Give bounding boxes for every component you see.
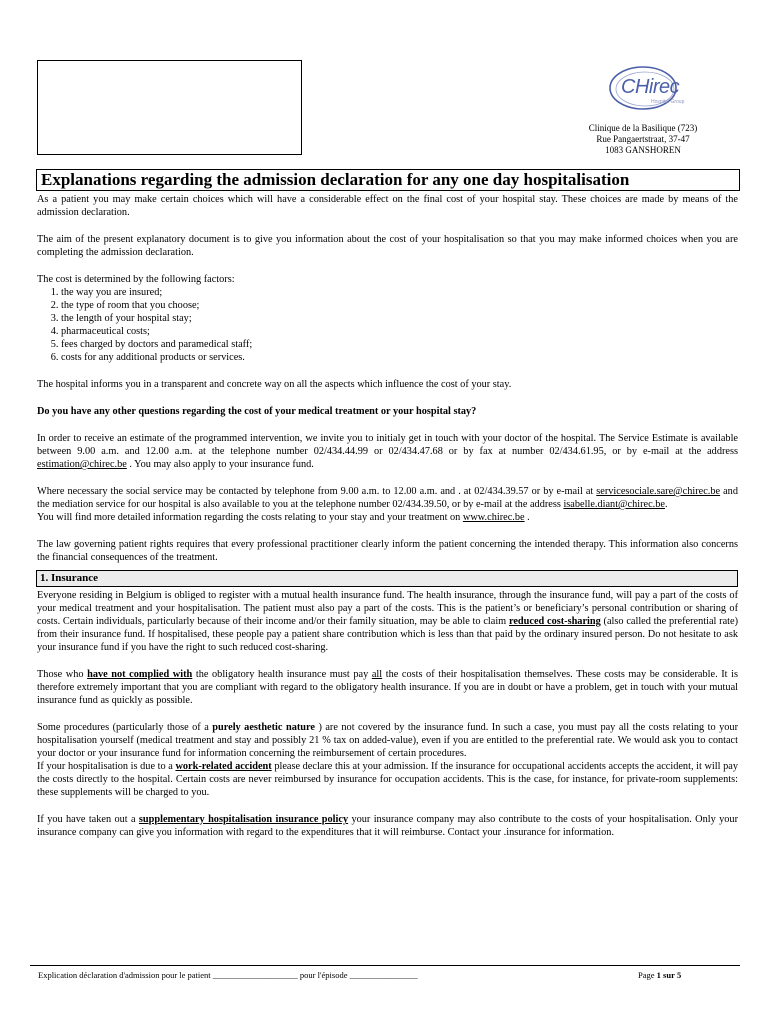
document-body xyxy=(37,193,738,839)
insurance-paragraph-5: If you have taken out a supplementary hospitalisation insurance policy your insurance company may also contribute to the costs of your hospitalisation. Only your insurance company can give you information with regard to the expenditures that it will reimburse. Contact your .insurance for information. xyxy=(37,814,738,838)
list-item: 2. the type of room that you choose; xyxy=(61,299,738,312)
website-link[interactable]: www.chirec.be xyxy=(462,512,525,523)
logo-text: CHirec xyxy=(621,76,680,98)
factors-intro: The cost is determined by the following factors: xyxy=(37,274,235,285)
intro-paragraph-3: The hospital informs you in a transparent and concrete way on all the aspects which influence the cost of your stay. xyxy=(37,379,512,390)
insurance-paragraph-2: Those who have not complied with the obligatory health insurance must pay all the costs of their hospitalisation themselves. These costs may be considerable. It is therefore extremely important that you are compliant with regard to the obligatory health insurance. If you are in doubt or have a problem, get in touch with your mutual insurance fund as quickly as possible. xyxy=(37,669,738,706)
section-heading-insurance: 1. Insurance xyxy=(36,570,738,587)
insurance-paragraph-3: Some procedures (particularly those of a purely aesthetic nature ) are not covered by the insurance fund. In such a case, you must pay all the costs relating to your hospitalisation yourself (medical treatment and stay and possibly 21 % tax on added-value), even if you are entitled to the preferential rate. We would ask you to contact your doctor or your insurance fund for information concerning the reimbursement of certain procedures. xyxy=(37,722,739,759)
intro-paragraph-2: The aim of the present explanatory document is to give you information about the cost of your hospitalisation so that you may make informed choices when you are completing the admission declaration. xyxy=(37,234,738,258)
clinic-street: Rue Pangaertstraat, 37-47 xyxy=(596,134,690,144)
list-item: 3. the length of your hospital stay; xyxy=(61,312,738,325)
logo-subtitle: Hospital Group xyxy=(651,99,685,105)
estimate-paragraph: In order to receive an estimate of the programmed intervention, we invite you to initialy get in touch with your doctor of the hospital. The Service Estimate is available between 9.00 a.m. and 12.00 a.m. at the telephone number 02/434.44.99 or 02/434.47.68 or by fax at number 02/434.61.95, or by e-mail at the address estimation@chirec.be . You may also apply to your insurance fund. xyxy=(37,433,738,470)
clinic-name: Clinique de la Basilique (723) xyxy=(588,123,698,133)
list-item: 1. the way you are insured; xyxy=(61,286,738,299)
patient-rights-paragraph: The law governing patient rights requires that every professional practitioner clearly inform the patient concerning the intended therapy. This information also concerns the financial consequences of the treatment. xyxy=(37,539,738,563)
insurance-paragraph-1: Everyone residing in Belgium is obliged to register with a mutual health insurance fund. The health insurance, through the insurance fund, will pay a part of the costs of your medical treatment and your hospitalisation. The patient must also pay a part of the costs. This is the patient’s or beneficiary’s personal contribution or sharing of costs. Certain individuals, particularly because of their income and/or their family situation, may be able to claim reduced cost-sharing (also called the preferential rate) from their insurance fund. If hospitalised, these people pay a patient share contribution which is less than that paid by the ordinary insured person. Do not hesitate to ask your insurance fund if you have the right to such reduced cost-sharing. xyxy=(37,590,739,653)
page-number: Page 1 sur 5 xyxy=(638,970,682,980)
address-window-box xyxy=(37,60,302,155)
estimation-email-link[interactable]: estimation@chirec.be xyxy=(37,459,127,470)
title-box xyxy=(36,169,740,191)
mediation-email-link[interactable]: isabelle.diant@chirec.be xyxy=(563,499,665,510)
insurance-paragraph-4: If your hospitalisation is due to a work-related accident please declare this at your admission. If the insurance for occupational accidents accepts the accident, it will pay the costs directly to the hospital. Certain costs are never reimbursed by insurance for occupation accidents. This is the case, for instance, for private-room supplements: these supplements will be charged to you. xyxy=(37,761,738,798)
social-service-email-link[interactable]: servicesociale.sare@chirec.be xyxy=(596,486,721,497)
list-item: 6. costs for any additional products or services. xyxy=(61,351,738,364)
list-item: 4. pharmaceutical costs; xyxy=(61,325,738,338)
social-service-paragraph: Where necessary the social service may be contacted by telephone from 9.00 a.m. to 12.00 a.m. and . at 02/434.39.57 or by e-mail at servicesociale.sare@chirec.be and the mediation service for our hospital is also available to you at the telephone number 02/434.39.50, or by e-mail at the address isabelle.diant@chirec.be. You will find more detailed information regarding the costs relating to your stay and your treatment on www.chirec.be . xyxy=(37,486,738,523)
question-heading: Do you have any other questions regarding the cost of your medical treatment or your hospital stay? xyxy=(37,406,477,417)
list-item: 5. fees charged by doctors and paramedical staff; xyxy=(61,338,738,351)
chirec-logo xyxy=(605,62,685,114)
page-title: Explanations regarding the admission declaration for any one day hospitalisation xyxy=(41,170,630,189)
intro-paragraph-1: As a patient you may make certain choices which will have a considerable effect on the final cost of your hospital stay. These choices are made by means of the admission declaration. xyxy=(37,194,738,218)
clinic-address xyxy=(548,123,738,156)
factors-list xyxy=(37,286,738,364)
clinic-city: 1083 GANSHOREN xyxy=(605,145,681,155)
footer-divider xyxy=(30,965,740,966)
footer-text: Explication déclaration d'admission pour le patient ____________________ pour l'épisode ________________ xyxy=(38,970,418,980)
